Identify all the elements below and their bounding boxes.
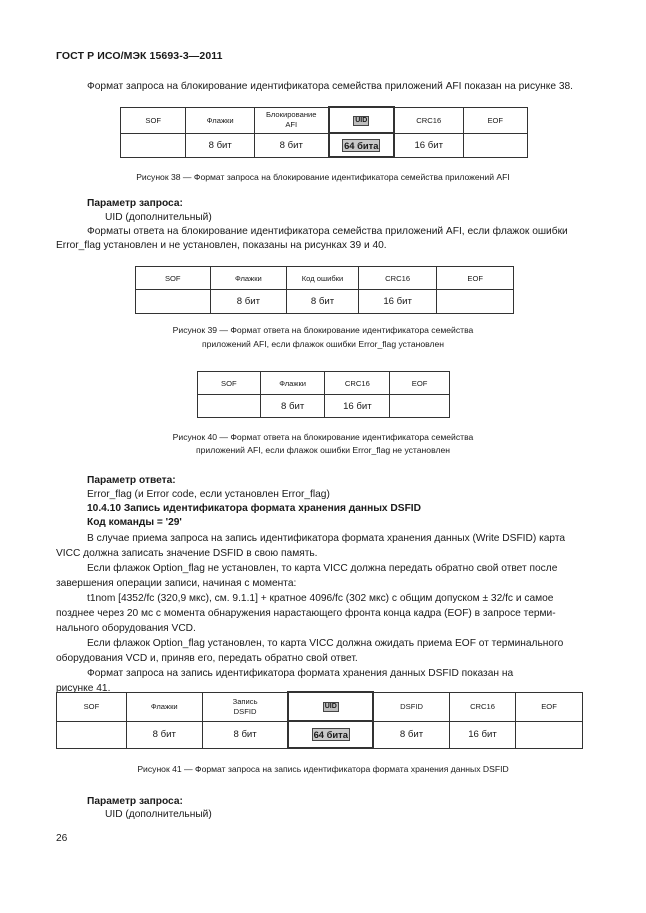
uid-label: UID bbox=[355, 116, 368, 124]
section-title: 10.4.10 Запись идентификатора формата хранения данных DSFID bbox=[87, 503, 421, 514]
table-cell: Флажки bbox=[186, 107, 255, 133]
body-line: рисунке 41. bbox=[56, 683, 111, 694]
figure-40-caption-line-1: Рисунок 40 — Формат ответа на блокирование идентификатора семейства bbox=[172, 432, 474, 442]
figure-38-table bbox=[120, 106, 528, 158]
command-code: Код команды = '29' bbox=[87, 517, 182, 528]
table-cell: 8 бит bbox=[126, 721, 202, 748]
body-line: Если флажок Option_flag установлен, то карта VICC должна ожидать приема EOF от терминального bbox=[87, 638, 564, 649]
uid-value-cell bbox=[329, 133, 394, 157]
table-cell: 16 бит bbox=[325, 395, 390, 418]
table-cell: 8 бит bbox=[287, 290, 359, 314]
request-param-label: Параметр запроса: bbox=[87, 198, 183, 209]
table-cell: Код ошибки bbox=[287, 267, 359, 290]
table-cell bbox=[463, 133, 527, 157]
body-line: В случае приема запроса на запись идентификатора формата хранения данных (Write DSFID) карта bbox=[87, 533, 566, 544]
table-cell: EOF bbox=[463, 107, 527, 133]
response-param-value: Error_flag (и Error code, если установлен Error_flag) bbox=[87, 489, 330, 500]
body-line: t1nom [4352/fc (320,9 мкс), см. 9.1.1] + кратное 4096/fc (302 мкс) с общим допуском ± 32/fc и самое bbox=[87, 593, 554, 604]
response-intro-line-1: Форматы ответа на блокирование идентификатора семейства приложений AFI, если флажок ошибки bbox=[87, 226, 568, 237]
table-cell: EOF bbox=[390, 372, 450, 395]
figure-39-caption-line-2: приложений AFI, если флажок ошибки Error_flag установлен bbox=[201, 339, 445, 349]
figure-39-table bbox=[135, 266, 514, 314]
figure-38-caption: Рисунок 38 — Формат запроса на блокирование идентификатора семейства приложений AFI bbox=[136, 172, 510, 182]
uid-cell bbox=[329, 107, 394, 133]
table-cell: SOF bbox=[198, 372, 261, 395]
figure-40-caption-line-2: приложений AFI, если флажок ошибки Error_flag не установлен bbox=[196, 445, 450, 455]
body-line: Формат запроса на запись идентификатора формата хранения данных DSFID показан на bbox=[87, 668, 514, 679]
table-cell: EOF bbox=[437, 267, 514, 290]
body-line: завершения операции записи, начиная с момента: bbox=[56, 578, 297, 589]
figure-41-table bbox=[56, 691, 583, 749]
table-cell: 16 бит bbox=[394, 133, 463, 157]
table-cell bbox=[202, 692, 288, 721]
table-cell: SOF bbox=[57, 692, 127, 721]
table-cell: 8 бит bbox=[260, 395, 325, 418]
table-cell: CRC16 bbox=[449, 692, 515, 721]
request-param-value: UID (дополнительный) bbox=[105, 212, 212, 223]
table-cell: 16 бит bbox=[358, 290, 437, 314]
table-cell: Флажки bbox=[210, 267, 287, 290]
uid-value: 64 бита bbox=[344, 139, 379, 151]
table-cell bbox=[437, 290, 514, 314]
table-cell: CRC16 bbox=[394, 107, 463, 133]
table-cell: SOF bbox=[121, 107, 186, 133]
table-cell bbox=[516, 721, 583, 748]
request-param-value-2: UID (дополнительный) bbox=[105, 809, 212, 820]
table-cell: 8 бит bbox=[202, 721, 288, 748]
table-cell: Флажки bbox=[260, 372, 325, 395]
body-line: Если флажок Option_flag не установлен, то карта VICC должна передать обратно свой ответ после bbox=[87, 563, 558, 574]
uid-label: UID bbox=[324, 703, 337, 710]
figure-39-caption-line-1: Рисунок 39 — Формат ответа на блокирование идентификатора семейства bbox=[172, 325, 474, 335]
cell-line: DSFID bbox=[233, 706, 257, 716]
body-line: оборудования VCD и, приняв его, передать обратно свой ответ. bbox=[56, 653, 358, 664]
body-line: позднее через 20 мс с момента обнаружения нарастающего фронта конца кадра (EOF) в запросе терми- bbox=[56, 608, 556, 619]
request-param-label-2: Параметр запроса: bbox=[87, 796, 183, 807]
table-cell: DSFID bbox=[373, 692, 449, 721]
uid-value-cell bbox=[288, 721, 373, 748]
table-cell: 8 бит bbox=[186, 133, 255, 157]
intro-figure-38: Формат запроса на блокирование идентификатора семейства приложений AFI показан на рисунке 38. bbox=[87, 81, 574, 92]
response-param-label: Параметр ответа: bbox=[87, 475, 176, 486]
uid-value: 64 бита bbox=[313, 729, 348, 740]
table-cell bbox=[254, 107, 328, 133]
table-cell: SOF bbox=[136, 267, 211, 290]
table-cell bbox=[136, 290, 211, 314]
table-cell: 16 бит bbox=[449, 721, 515, 748]
figure-41-caption: Рисунок 41 — Формат запроса на запись идентификатора формата хранения данных DSFID bbox=[137, 764, 509, 774]
table-cell: Флажки bbox=[126, 692, 202, 721]
cell-line: Запись bbox=[232, 696, 258, 706]
page-number: 26 bbox=[56, 833, 68, 844]
table-cell: 8 бит bbox=[254, 133, 328, 157]
response-intro-line-2: Error_flag установлен и не установлен, показаны на рисунках 39 и 40. bbox=[56, 240, 387, 251]
document-header: ГОСТ Р ИСО/МЭК 15693-3—2011 bbox=[56, 50, 223, 62]
table-cell: CRC16 bbox=[358, 267, 437, 290]
table-cell bbox=[390, 395, 450, 418]
table-cell bbox=[121, 133, 186, 157]
table-cell: 8 бит bbox=[373, 721, 449, 748]
figure-40-table bbox=[197, 371, 450, 418]
table-cell bbox=[198, 395, 261, 418]
table-cell: 8 бит bbox=[210, 290, 287, 314]
body-line: VICC должна записать значение DSFID в свою память. bbox=[56, 548, 318, 559]
table-cell: EOF bbox=[516, 692, 583, 721]
table-cell bbox=[57, 721, 127, 748]
cell-line: AFI bbox=[285, 120, 298, 129]
uid-cell bbox=[288, 692, 373, 721]
body-line: нального оборудования VCD. bbox=[56, 623, 196, 634]
table-cell: CRC16 bbox=[325, 372, 390, 395]
cell-line: Блокирование bbox=[266, 110, 317, 119]
